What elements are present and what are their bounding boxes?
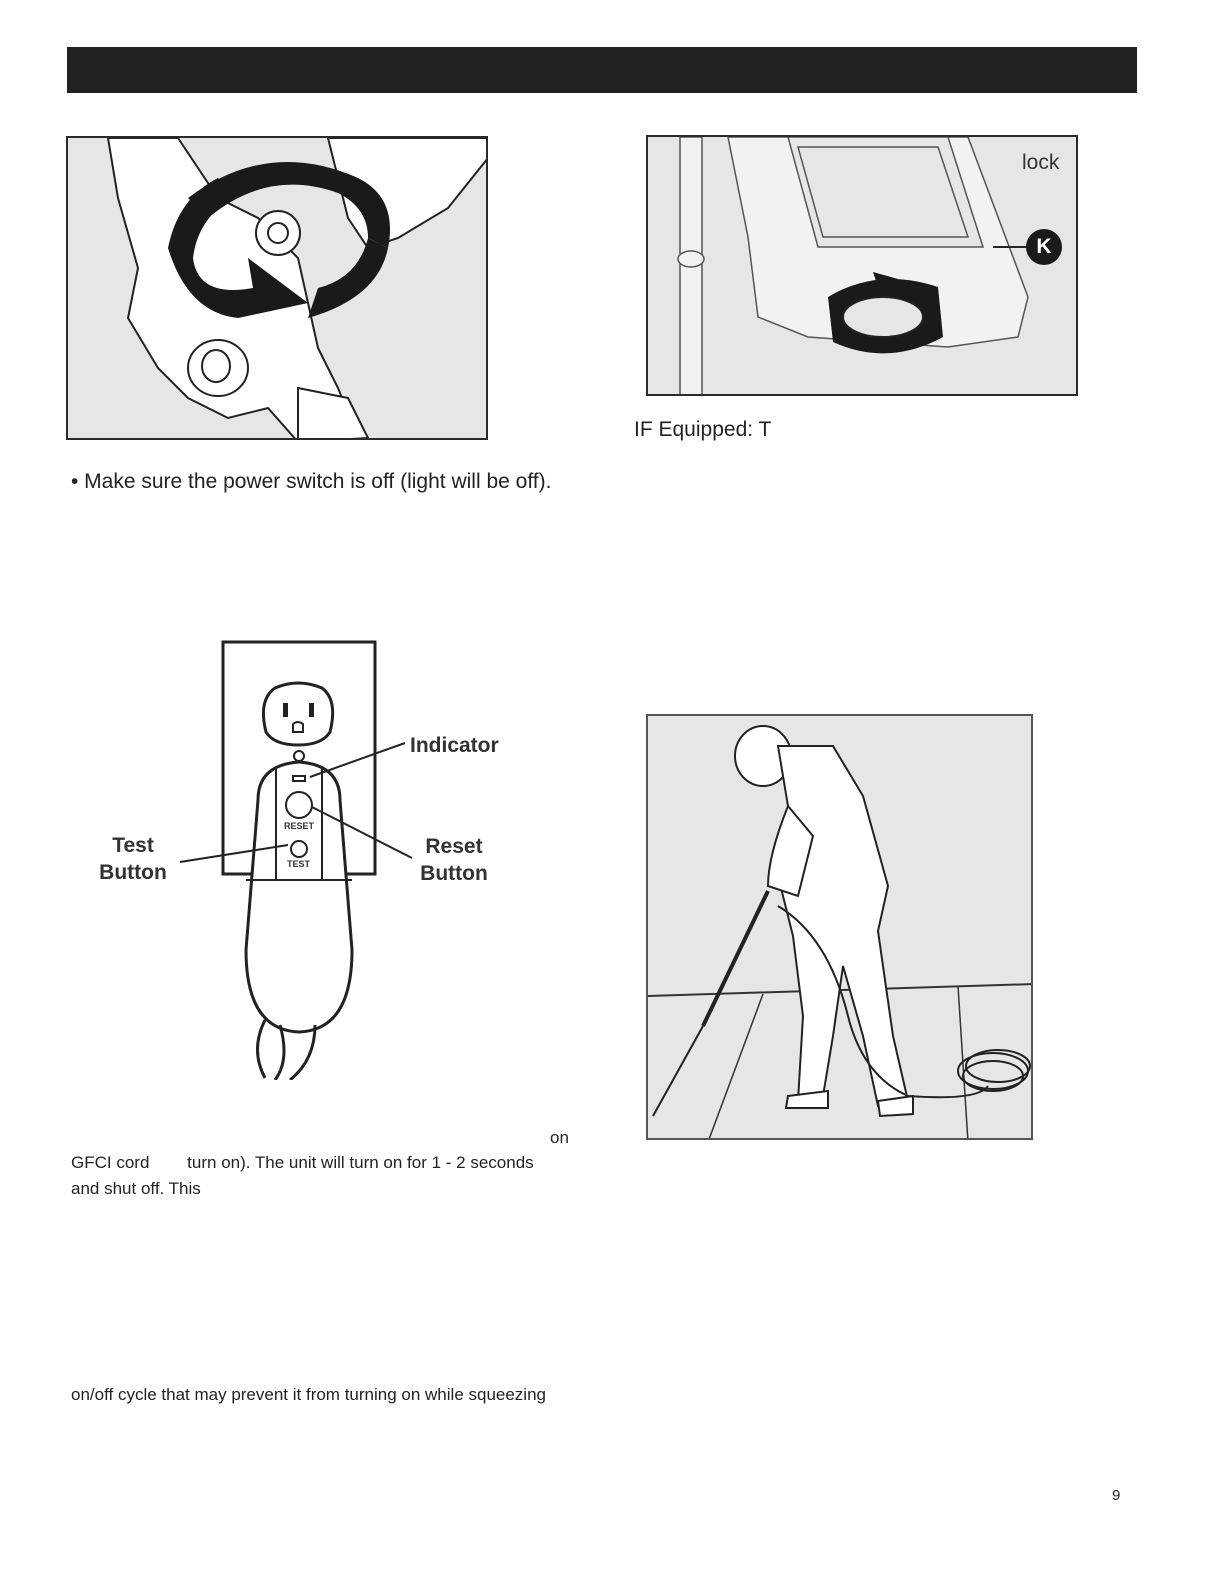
page-number: 9 <box>1112 1487 1121 1504</box>
indicator-label: Indicator <box>410 734 499 757</box>
reset-tag: RESET <box>284 821 315 831</box>
marker-k-label: K <box>1036 235 1052 258</box>
test-tag: TEST <box>287 859 311 869</box>
pressure-washer-figure <box>646 714 1033 1140</box>
lock-figure <box>646 135 1078 396</box>
hand-twist-drawing <box>68 138 488 440</box>
paragraph-line-1: GFCI cord turn on). The unit will turn on for 1 - 2 seconds <box>71 1153 534 1172</box>
paragraph-on-word: on <box>550 1128 569 1147</box>
test-button-label-line2: Button <box>99 861 167 884</box>
hand-twist-figure <box>66 136 488 440</box>
power-switch-bullet: • Make sure the power switch is off (light will be off). <box>71 470 552 493</box>
test-button-label-line1: Test <box>112 834 154 857</box>
reset-button-label <box>412 833 496 887</box>
test-button-label <box>92 832 174 886</box>
lock-label: lock <box>1022 151 1060 174</box>
pressure-washer-drawing <box>648 716 1033 1140</box>
paragraph-line-3: on/off cycle that may prevent it from turning on while squeezing <box>71 1385 546 1404</box>
reset-button-label-line2: Button <box>420 862 488 885</box>
gfci-figure <box>90 640 520 1080</box>
lock-drawing <box>648 137 1078 396</box>
if-equipped-caption: IF Equipped: T <box>634 418 772 441</box>
header-bar <box>67 47 1137 93</box>
paragraph-line-2: and shut off. This <box>71 1179 201 1198</box>
marker-k-badge <box>1026 229 1062 265</box>
reset-button-label-line1: Reset <box>425 835 483 858</box>
